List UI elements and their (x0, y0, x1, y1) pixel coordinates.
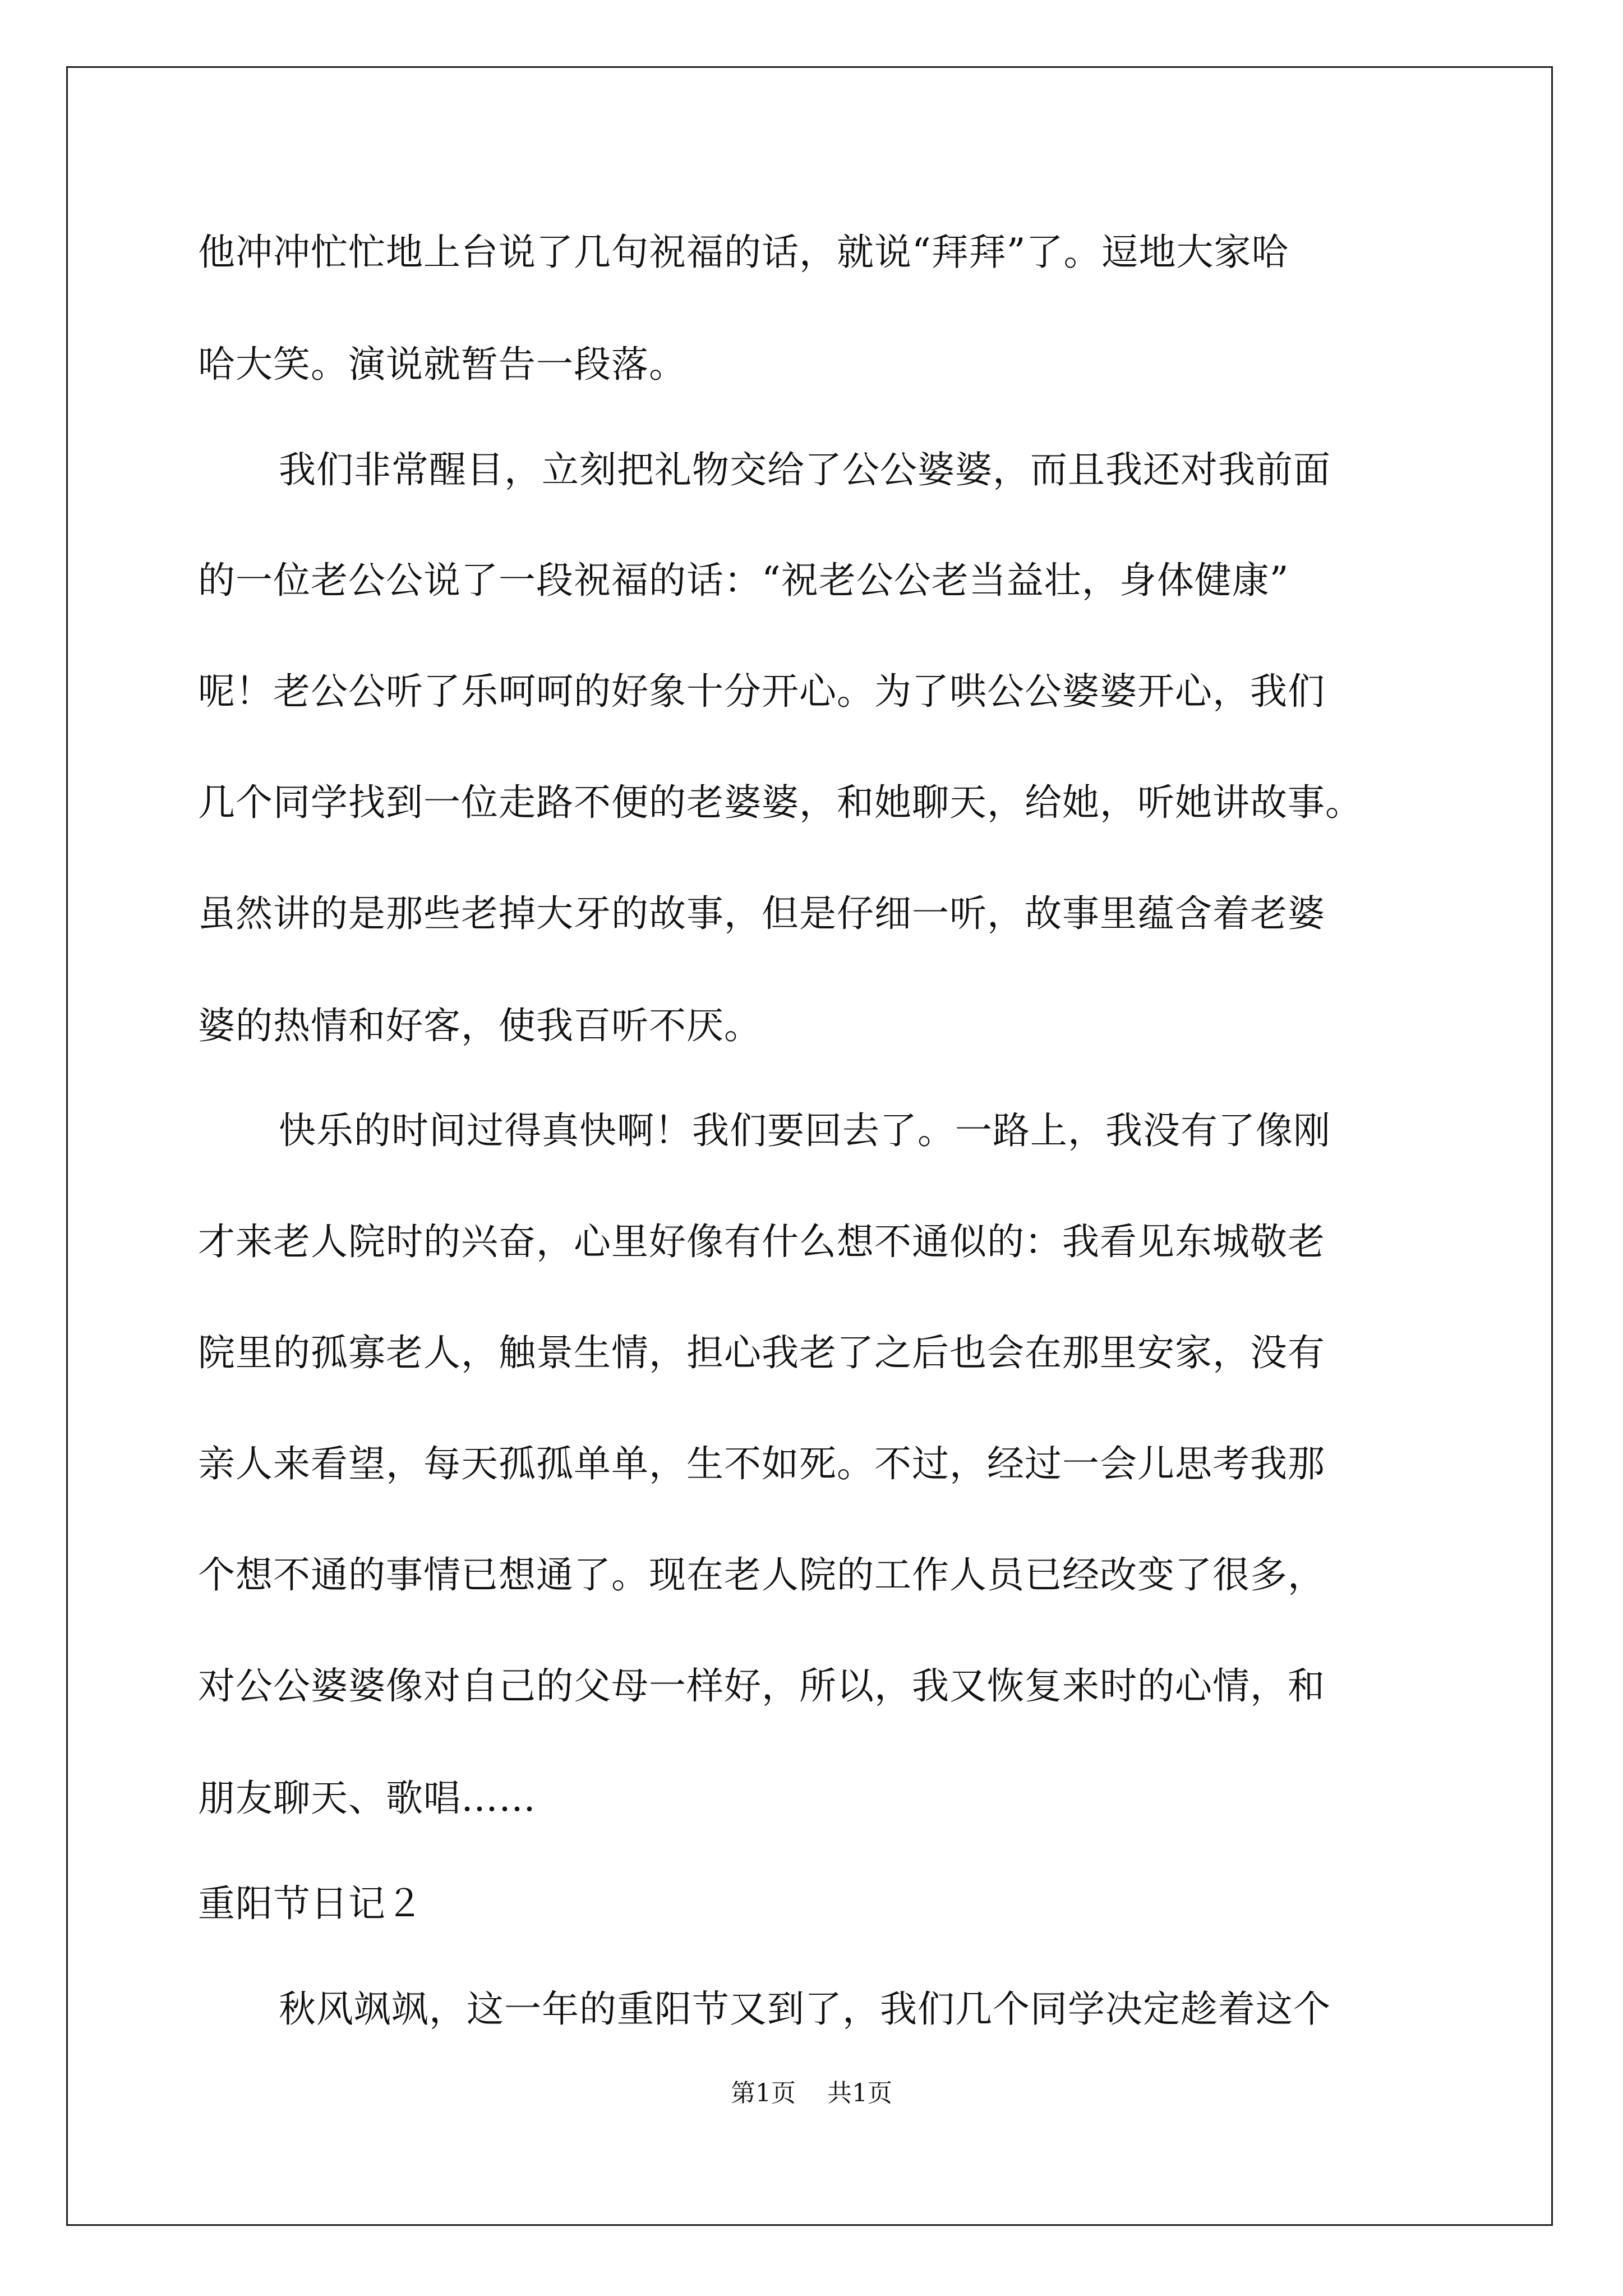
text-line: 婆的热情和好客，使我百听不厌。 (198, 1004, 762, 1047)
text-line: 虽然讲的是那些老掉大牙的故事，但是仔细一听，故事里蕴含着老婆 (198, 892, 1325, 935)
text-line: 的一位老公公说了一段祝福的话：“祝老公公老当益壮，身体健康” (198, 559, 1289, 602)
paragraph-start-line: 快乐的时间过得真快啊！我们要回去了。一路上，我没有了像刚 (279, 1109, 1331, 1152)
paragraph-start-line: 秋风飒飒，这一年的重阳节又到了，我们几个同学决定趁着这个 (279, 1987, 1331, 2031)
text-line: 对公公婆婆像对自己的父母一样好，所以，我又恢复来时的心情，和 (198, 1664, 1325, 1708)
text-line: 才来老人院时的兴奋，心里好像有什么想不通似的：我看见东城敬老 (198, 1220, 1325, 1263)
page-total: 共1页 (827, 2079, 892, 2108)
paragraph-start-line: 我们非常醒目，立刻把礼物交给了公公婆婆，而且我还对我前面 (279, 448, 1331, 491)
text-line: 哈大笑。演说就暂告一段落。 (198, 343, 686, 386)
text-line: 个想不通的事情已想通了。现在老人院的工作人员已经改变了很多， (198, 1553, 1325, 1596)
page-footer (0, 2078, 1623, 2109)
text-line: 朋友聊天、歌唱…… (198, 1777, 536, 1820)
text-line: 亲人来看望，每天孤孤单单，生不如死。不过，经过一会儿思考我那 (198, 1442, 1325, 1485)
text-line: 呢！老公公听了乐呵呵的好象十分开心。为了哄公公婆婆开心，我们 (198, 670, 1325, 713)
text-line: 他冲冲忙忙地上台说了几句祝福的话，就说“拜拜”了。逗地大家哈 (198, 231, 1289, 274)
page-number: 第1页 (731, 2079, 796, 2108)
section-heading: 重阳节日记２ (198, 1882, 423, 1925)
text-line: 院里的孤寡老人，触景生情，担心我老了之后也会在那里安家，没有 (198, 1331, 1325, 1374)
text-line: 几个同学找到一位走路不便的老婆婆，和她聊天，给她，听她讲故事。 (198, 781, 1363, 824)
